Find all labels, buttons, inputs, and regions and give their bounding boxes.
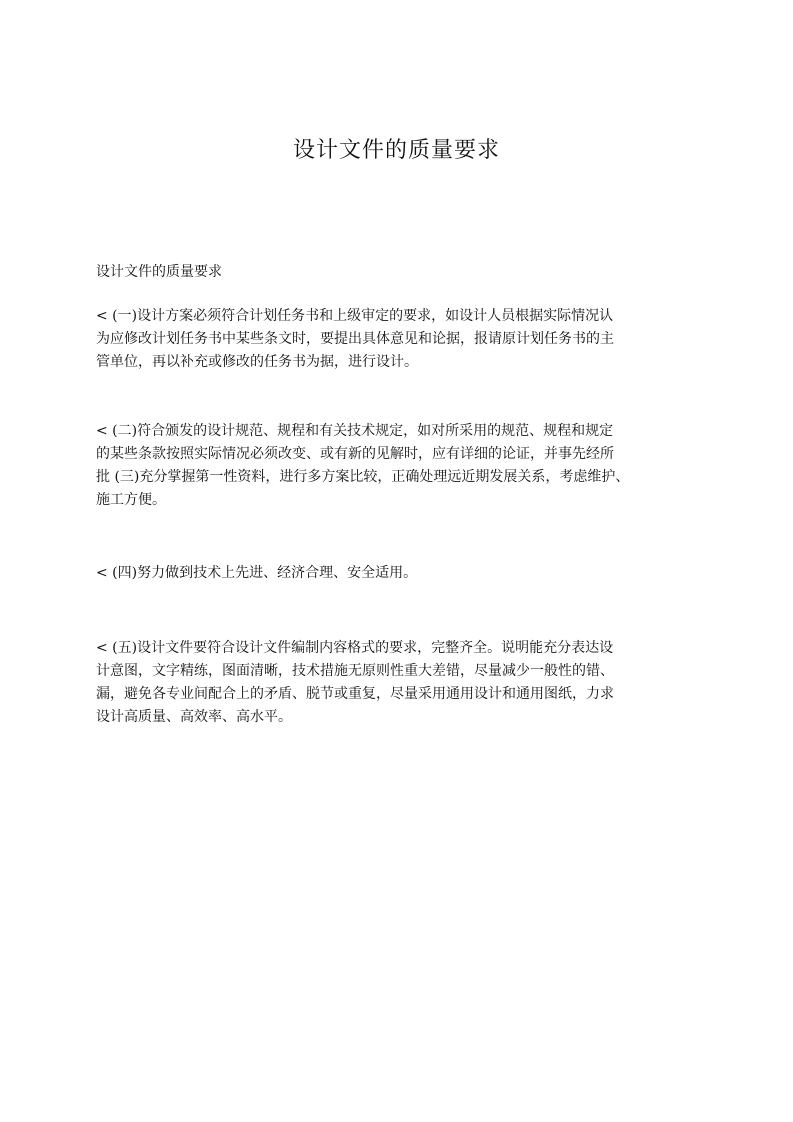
paragraph-line: < (四)努力做到技术上先进、经济合理、安全适用。 [96, 565, 418, 581]
section-heading: 设计文件的质量要求 [96, 264, 222, 280]
paragraph-line: 的某些条款按照实际情况必须改变、或有新的见解时，应有详细的论证，并事先经所 [96, 446, 614, 462]
paragraph-line: 设计高质量、高效率、高水平。 [96, 709, 292, 725]
paragraph-line: 为应修改计划任务书中某些条文时，要提出具体意见和论据，报请原计划任务书的主 [96, 331, 614, 347]
paragraph-line: < (二)符合颁发的设计规范、规程和有关技术规定，如对所采用的规范、规程和规定 [96, 423, 614, 439]
paragraph-1 [96, 305, 614, 374]
paragraph-2 [96, 420, 629, 512]
page-title: 设计文件的质量要求 [292, 138, 500, 163]
paragraph-line: 施工方便。 [96, 492, 166, 508]
paragraph-line: 管单位，再以补充或修改的任务书为据，进行设计。 [96, 354, 418, 370]
paragraph-line: 批 (三)充分掌握第一性资料，进行多方案比较，正确处理远近期发展关系，考虑维护、 [96, 469, 630, 485]
paragraph-4 [96, 637, 614, 729]
paragraph-3 [96, 562, 417, 585]
paragraph-line: 计意图，文字精练，图面清晰，技术措施无原则性重大差错，尽量减少一般性的错、 [96, 663, 614, 679]
paragraph-line: < (一)设计方案必须符合计划任务书和上级审定的要求，如设计人员根据实际情况认 [96, 308, 614, 324]
paragraph-line: 漏，避免各专业间配合上的矛盾、脱节或重复，尽量采用通用设计和通用图纸，力求 [96, 686, 614, 702]
paragraph-line: < (五)设计文件要符合设计文件编制内容格式的要求，完整齐全。说明能充分表达设 [96, 640, 614, 656]
